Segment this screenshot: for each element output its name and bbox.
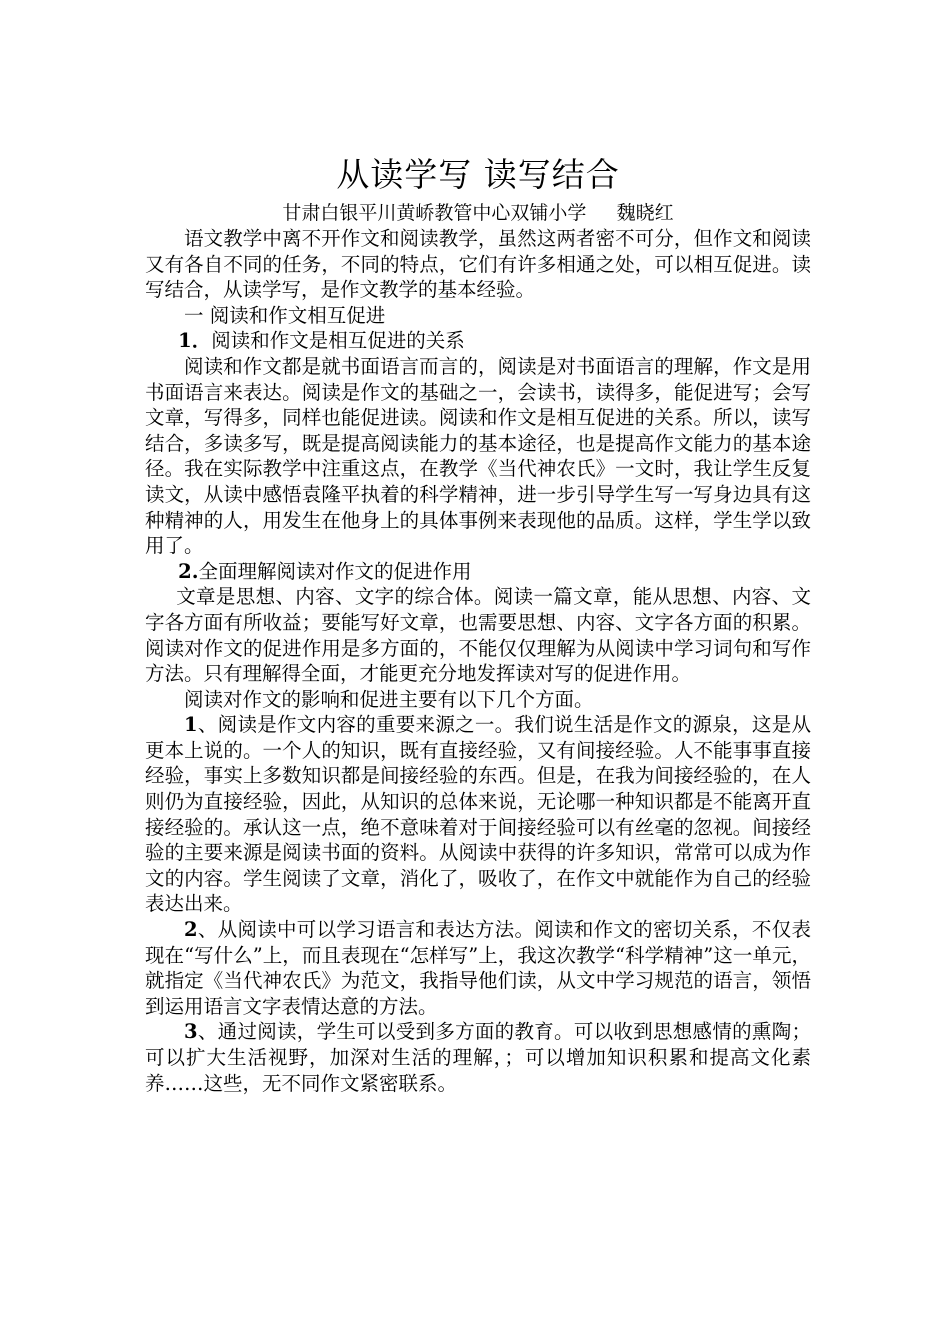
subsection-heading-2 (145, 559, 811, 585)
point-number-2: 2 (184, 918, 198, 942)
subsection-text-2: 全面理解阅读对作文的促进作用 (198, 559, 472, 583)
point-paragraph-3 (145, 1019, 811, 1096)
point-paragraph-1 (145, 712, 811, 917)
subsection-text-1: 阅读和作文是相互促进的关系 (211, 329, 465, 353)
subsection-number-1: 1． (178, 329, 212, 353)
point-paragraph-2 (145, 917, 811, 1019)
point-text-3: 、通过阅读，学生可以受到多方面的教育。可以收到思想感情的熏陶；可以扩大生活视野，加深对生活的理解，；可以增加知识积累和提高文化素养……这些，无不同作文紧密联系。 (145, 1020, 811, 1095)
section-heading: 一 阅读和作文相互促进 (184, 303, 386, 327)
point-text-2: 、从阅读中可以学习语言和表达方法。阅读和作文的密切关系，不仅表现在“写什么”上，而且表现在“怎样写”上，我这次教学“科学精神”这一单元，就指定《当代神农氏》为范文，我指导他们读，从文中学习规范的语言，领悟到运用语言文字表情达意的方法。 (145, 918, 811, 1018)
point-number-3: 3 (184, 1020, 198, 1044)
subsection-number-2: 2. (178, 559, 199, 583)
body-paragraph-1: 阅读和作文都是就书面语言而言的，阅读是对书面语言的理解，作文是用书面语言来表达。阅读是作文的基础之一，会读书，读得多，能促进写；会写文章，写得多，同样也能促进读。阅读和作文是相互促进的关系。所以，读写结合，多读多写，既是提高阅读能力的基本途径，也是提高作文能力的基本途径。我在实际教学中注重这点，在教学《当代神农氏》一文时，我让学生反复读文，从读中感悟袁隆平执着的科学精神，进一步引导学生写一写身边具有这种精神的人，用发生在他身上的具体事例来表现他的品质。这样，学生学以致用了。 (145, 354, 811, 558)
intro-paragraph: 语文教学中离不开作文和阅读教学，虽然这两者密不可分，但作文和阅读又有各自不同的任务，不同的特点，它们有许多相通之处，可以相互促进。读写结合，从读学写，是作文教学的基本经验。 (145, 227, 811, 302)
point-text-1: 、阅读是作文内容的重要来源之一。我们说生活是作文的源泉，这是从更本上说的。一个人的知识，既有直接经验，又有间接经验。人不能事事直接经验，事实上多数知识都是间接经验的东西。但是，在我为间接经验的，在人则仍为直接经验，因此，从知识的总体来说，无论哪一种知识都是不能离开直接经验的。承认这一点，绝不意味着对于间接经验可以有丝毫的忽视。间接经验的主要来源是阅读书面的资料。从阅读中获得的许多知识，常常可以成为作文的内容。学生阅读了文章，消化了，吸收了，在作文中就能作为自己的经验表达出来。 (145, 713, 811, 916)
document-title: 从读学写 读写结合 (336, 155, 620, 194)
point-number-1: 1 (184, 713, 198, 737)
document-page (145, 150, 811, 1096)
subsection-heading-1 (145, 328, 811, 354)
author-line: 甘肃白银平川黄峤教管中心双铺小学 魏晓红 (282, 202, 674, 224)
body-paragraph-3: 阅读对作文的影响和促进主要有以下几个方面。 (184, 687, 594, 711)
body-paragraph-2: 文章是思想、内容、文字的综合体。阅读一篇文章，能从思想、内容、文字各方面有所收益；要能写好文章，也需要思想、内容、文字各方面的积累。阅读对作文的促进作用是多方面的，不能仅仅理解为从阅读中学习词句和写作方法。只有理解得全面，才能更充分地发挥读对写的促进作用。 (145, 585, 811, 686)
